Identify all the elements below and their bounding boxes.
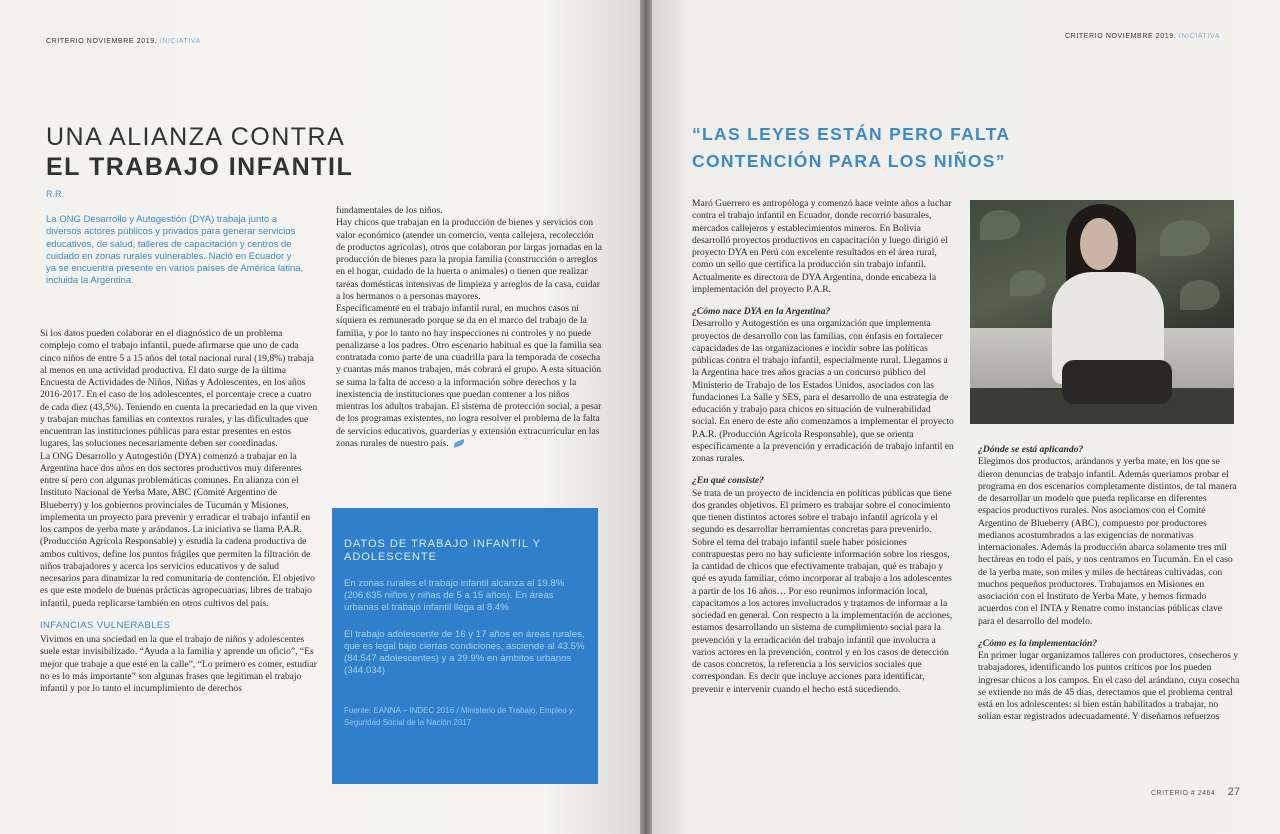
body-paragraph-text: Específicamente en el trabajo infantil rural, en muchos casos ni siquiera es remunerado porque se da en el marco del trabajo de la familia, y por lo tanto no hay inspecciones ni controles y no puede penalizarse a los padres. Otro escenario habitual es que la familia sea contratada como parte de una cuadrilla para la temporada de cosecha y cuantas más manos trabajen, más cobrará el grupo. A esta situación se suma la falta de acceso a la información sobre derechos y la inexistencia de instituciones que puedan contener a los niños mientras los adultos trabajan. El sistema de protección social, a pesar de los programas existentes, no logra resolver el problema de la falta de servicios educativos, guarderías y extensión extracurricular en las zonas rurales de nuestro país.	[336, 303, 602, 449]
right-column-1	[692, 198, 954, 696]
interview-answer: Desarrollo y Autogestión es una organización que implementa proyectos de desarrollo con las familias, con énfasis en fortalecer capacidades de las organizaciones e incidir sobre las políticas públicas contra el trabajo infantil, especialmente rural. Llegamos a la Argentina hace tres años gracias a un concurso público del Ministerio de Trabajo de los Estados Unidos, asociados con las fundaciones La Salle y SES, para el desarrollo de una estrategia de educación y trabajo para chicos en situación de vulnerabilidad social. En enero de este año comenzamos a implementar el proyecto P.A.R. (Producción Agrícola Responsable), que se orienta específicamente a la prevención y erradicación de trabajo infantil en zonas rurales.	[692, 318, 954, 464]
article-title-line1: UNA ALIANZA CONTRA	[46, 123, 346, 151]
data-box-title: DATOS DE TRABAJO INFANTIL Y ADOLESCENTE	[344, 538, 541, 563]
body-paragraph: Si los datos pueden colaborar en el diagnóstico de un problema complejo como el trabajo infantil, puede afirmarse que uno de cada cinco niños de entre 5 a 15 años del total nacional rural (19,8%) trabaja al menos en una actividad productiva. El dato surge de la última Encuesta de Actividades de Niños, Niñas y Adolescentes, en los años 2016-2017. En el caso de los adolescentes, el porcentaje crece a cuatro de cada diez (43,5%). Teniendo en cuenta la precariedad en la que viven y trabajan muchas familias en contextos rurales, y las dificultades que encuentran las instituciones públicas para estar presentes en estos lugares, las soluciones necesariamente deben ser coordinadas.	[40, 328, 318, 450]
interview-title-line1: “LAS LEYES ESTÁN PERO FALTA	[692, 124, 1011, 144]
running-head-section: INICIATIVA	[159, 38, 201, 45]
photo-foliage	[1010, 270, 1046, 296]
data-box	[332, 508, 598, 784]
section-subhead: INFANCIAS VULNERABLES	[40, 619, 171, 631]
data-box-paragraph: En zonas rurales el trabajo infantil alcanza al 19.8% (206.635 niños y niñas de 5 a 15 años). En áreas urbanas el trabajo infantil llega al 8.4%	[344, 578, 565, 614]
data-box-paragraph: El trabajo adolescente de 16 y 17 años en áreas rurales, que es legal bajo ciertas condiciones, asciende al 43.5% (84.547 adolescentes) y a 29.9% en ámbitos urbanos (344.034)	[344, 628, 585, 677]
article-title-line2: EL TRABAJO INFANTIL	[46, 153, 354, 181]
book-gutter	[640, 0, 652, 834]
portrait-photo	[970, 200, 1234, 424]
article-title	[46, 122, 353, 182]
interview-answer: Elegimos dos productos, arándanos y yerba mate, en los que se dieron denuncias de trabajo infantil. Además queríamos probar el programa en dos escenarios completamente distintos, de tal manera de desarrollar un modelo que pueda replicarse en diferentes espacios productivos rurales. Nos asociamos con el Comité Argentino de Blueberry (ABC), compuesto por productores medianos acostumbrados a las exigencias de normativas internacionales. Además la producción abarca solamente tres mil hectáreas en todo el país, y nos centramos en Tucumán. En el caso de la yerba mate, son miles y miles de hectáreas cultivadas, con muchos pequeños productores. Trabajamos en Misiones en asociación con el Instituto de Yerba Mate, y hemos firmado acuerdos con el INTA y Renatre como instancias públicas clave para el desarrollo del modelo.	[978, 456, 1237, 627]
running-head-left: CRITERIO NOVIEMBRE 2019. INICIATIVA	[46, 38, 201, 45]
page-footer	[1151, 782, 1240, 800]
interview-question: ¿Cómo nace DYA en la Argentina?	[692, 306, 831, 317]
photo-foliage	[1180, 280, 1220, 310]
page-number: 27	[1227, 786, 1240, 798]
body-paragraph: Hay chicos que trabajan en la producción de bienes y servicios con valor económico (atender un comercio, venta callejera, recolección de productos agrícolas), otros que colaboran por largas jornadas en la producción de bienes para la propia familia (construcción o arreglos en el hogar, cuidado de la huerta o animales) o tienen que realizar tareas domésticas intensivas de limpieza y arreglos de la casa, cuidar a los hermanos o a personas mayores.	[336, 217, 602, 302]
photo-foliage	[980, 210, 1020, 240]
running-head-text: CRITERIO NOVIEMBRE 2019	[46, 38, 155, 45]
left-column-1	[40, 328, 318, 695]
running-head-right: CRITERIO NOVIEMBRE 2019. INICIATIVA	[1065, 33, 1220, 40]
photo-person-legs	[1062, 360, 1172, 404]
body-paragraph: fundamentales de los niños.	[336, 205, 443, 216]
interview-title-line2: CONTENCIÓN PARA LOS NIÑOS”	[692, 151, 1006, 171]
author-initials: R.R.	[46, 189, 64, 199]
interview-answer: Se trata de un proyecto de incidencia en políticas públicas que tiene dos grandes objetivos. El primero es trabajar sobre el conocimiento que tienen distintos actores sobre el trabajo infantil agrícola y el segundo es desarrollar herramientas concretas para prevenirlo. Sobre el tema del trabajo infantil suele haber posiciones contrapuestas pero no hay suficiente información sobre los riesgos, la cantidad de chicos que efectivamente trabajan, qué es trabajo y qué es ayuda familiar, cómo incorporar al trabajo a los adolescentes a partir de los 16 años… Por eso reunimos información local, capacitamos a los actores involucrados y tratamos de informar a la sociedad en general. Con respecto a la implementación de acciones, estamos desarrollando un sistema de cumplimiento social para la prevención y la erradicación del trabajo infantil que involucra a varios actores en la prevención, control y en los casos de detección de casos concretos, la referencia a los servicios sociales que correspondan. Es decir que incluye acciones para identificar, prevenir e intervenir cuando el hecho está sucediendo.	[692, 487, 953, 695]
interview-question: ¿Cómo es la implementación?	[978, 637, 1098, 649]
interview-title	[692, 121, 1010, 175]
interview-question: ¿En qué consiste?	[692, 475, 764, 487]
end-mark-icon	[452, 439, 465, 448]
intro-paragraph: Maró Guerrero es antropóloga y comenzó hace veinte años a luchar contra el trabajo infantil en Ecuador, donde recorrió basurales, mercados callejeros y establecimientos mineros. En Bolivia desarrolló proyectos productivos en capacitación y luego dirigió el proyecto DYA en Perú con excelente resultados en el área rural, como un sello que certifica la producción sin trabajo infantil. Actualmente es directora de DYA Argentina, donde encabeza la implementación del proyecto P.A.R.	[692, 198, 952, 295]
photo-foliage	[1160, 220, 1210, 256]
running-head-text: CRITERIO NOVIEMBRE 2019	[1065, 33, 1174, 40]
body-paragraph	[336, 303, 604, 450]
interview-answer: En primer lugar organizamos talleres con productores, cosecheros y trabajadores, identificando los puntos críticos por los pueden ingresar chicos a los campos. En el caso del arándano, cuya cosecha se extiende no más de 45 días, detectamos que el problema central está en los adolescentes: si bien están habilitados a trabajar, no solían estar registrados adecuadamente. Y diseñamos refuerzos	[978, 650, 1240, 723]
lead-paragraph: La ONG Desarrollo y Autogestión (DYA) trabaja junto a diversos actores públicos y privados para generar servicios educativos, de salud, talleres de capacitación y centros de cuidado en zonas rurales vulnerables. Nació en Ecuador y ya se encuentra presente en varios países de América latina, incluida la Argentina.	[46, 214, 304, 287]
data-box-source: Fuente: EANNA – INDEC 2016 / Ministerio de Trabajo, Empleo y Seguridad Social de la Nación 2017	[344, 706, 573, 728]
left-column-2	[336, 205, 604, 450]
body-paragraph: Vivimos en una sociedad en la que el trabajo de niños y adolescentes suele estar invisibilizado. “Ayuda a la familia y aprende un oficio”, “Es mejor que trabaje a que esté en la calle”, “Lo primero es comer, estudiar no es lo más importante” son algunas frases que legitiman el trabajo infantil y por lo tanto el incumplimiento de derechos	[40, 634, 317, 694]
running-head-section: INICIATIVA	[1178, 33, 1220, 40]
footer-brand: CRITERIO # 2464	[1150, 790, 1216, 797]
photo-person-face	[1080, 218, 1118, 270]
body-paragraph: La ONG Desarrollo y Autogestión (DYA) comenzó a trabajar en la Argentina hace dos años en dos sectores productivos muy diferentes entre sí pero con algunas problemáticas comunes. En alianza con el Instituto Nacional de Yerba Mate, ABC (Comité Argentino de Blueberry) y los gobiernos provinciales de Tucumán y Misiones, implementa un proyecto para prevenir y erradicar el trabajo infantil en los campos de yerba mate y arándanos. La iniciativa se llama P.A.R. (Producción Agrícola Responsable) y estudia la cadena productiva de ambos cultivos, define los puntos frágiles que permiten la filtración de niños trabajadores y acerca los servicios educativos y de salud necesarios para dinamizar la red comunitaria de contención. El objetivo es que este modelo de buenas prácticas agropecuarias, libres de trabajo infantil, pueda replicarse también en otros cultivos del país.	[40, 450, 315, 609]
right-column-2	[978, 444, 1240, 724]
interview-question: ¿Dónde se está aplicando?	[978, 444, 1084, 455]
